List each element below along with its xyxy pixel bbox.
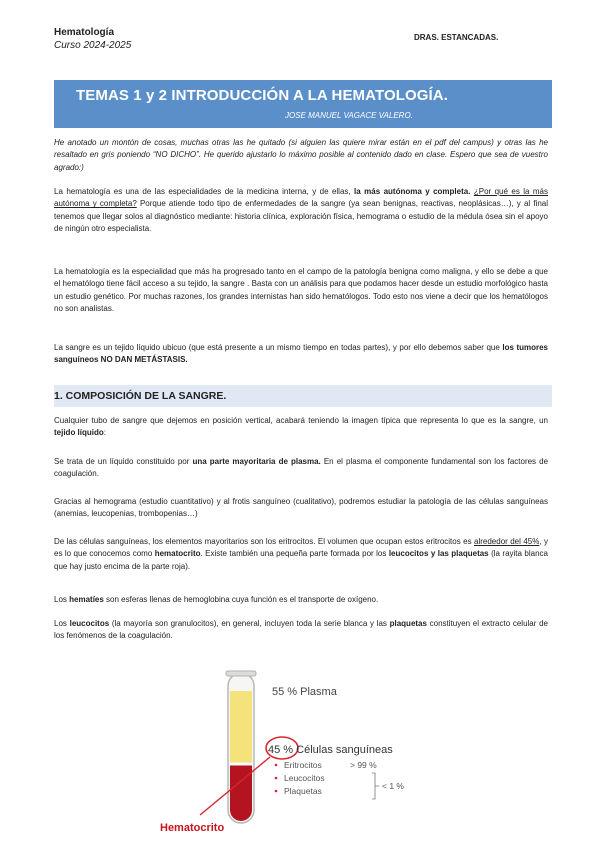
section-paragraph-3: Gracias al hemograma (estudio cuantitativo) y al frotis sanguíneo (cualitativo), podremos estudiar la patología de las células sanguíneas (anemias, leucopenias, trombopenias…) xyxy=(54,497,548,519)
s2-text: Se trata de un líquido constituido por xyxy=(54,457,193,466)
s4-text-3: . Existe también una pequeña parte formada por los xyxy=(200,549,389,559)
s1-text: Cualquier tubo de sangre que dejemos en posición vertical, acabará teniendo la imagen típica que representa lo que es la sangre, un xyxy=(54,416,548,425)
s5-bold: hematíes xyxy=(69,595,104,604)
s4-hematocrito: hematocrito xyxy=(154,549,201,559)
s1-bold: tejido líquido xyxy=(54,428,104,438)
p1-text: La hematología es una de las especialidades de la medicina interna, y de ellas, xyxy=(54,187,351,196)
eritrocitos-label: Eritrocitos xyxy=(284,760,322,770)
section-paragraph-2 xyxy=(54,456,548,481)
subject-name: Hematología xyxy=(54,27,115,38)
paragraph-1 xyxy=(54,186,548,235)
leucocitos-label: Leucocitos xyxy=(284,773,325,783)
authors-label: DRAS. ESTANCADAS. xyxy=(414,33,499,42)
intro-note: He anotado un montón de cosas, muchas otras las he quitado (si alguien las quiere mirar están en el pdf del campus) y otras las he resaltado en gris poniendo “NO DICHO”. He querido ajustarlo lo máximo posible al contenido dado en clase. Espero que sea de vuestro agrado:) xyxy=(54,138,548,172)
p1-question: ¿Por qué es la más autónoma y completa? xyxy=(54,187,548,209)
small-bracket xyxy=(372,773,379,799)
s6-text-2: (la mayoría son granulocitos), en general, incluyen toda la serie blanca y las xyxy=(109,619,390,628)
small-pct: < 1 % xyxy=(382,781,404,791)
s4-bold: leucocitos y las plaquetas xyxy=(388,549,489,559)
tube-plasma xyxy=(230,691,252,763)
cells-percentage: 45 % xyxy=(268,744,294,756)
s2-text-2: En el plasma el componente fundamental son los factores de coagulación. xyxy=(54,457,549,479)
section-paragraph-6 xyxy=(54,618,548,643)
course-header xyxy=(54,26,131,52)
hematocrit-figure xyxy=(160,665,460,845)
professor-name: JOSE MANUEL VAGACE VALERO. xyxy=(285,111,413,120)
p1-bold: la más autónoma y completa. xyxy=(350,187,471,196)
s4-text: De las células sanguíneas, los elementos mayoritarios son los eritrocitos. El volumen que ocupan estos eritrocitos es xyxy=(54,537,475,546)
page-title: TEMAS 1 y 2 INTRODUCCIÓN A LA HEMATOLOGÍA. xyxy=(76,87,448,104)
eritrocitos-pct: > 99 % xyxy=(350,760,377,770)
s4-text-4: (la rayita blanca que hay justo encima de la parte roja). xyxy=(54,549,548,571)
s2-bold: una parte mayoritaria de plasma. xyxy=(192,457,321,466)
section-paragraph-1 xyxy=(54,415,548,440)
bullet-leucocitos xyxy=(275,777,278,780)
section-paragraph-4 xyxy=(54,536,548,573)
plaquetas-label: Plaquetas xyxy=(284,786,322,796)
section-heading-bar xyxy=(54,385,552,407)
tube-buffy-coat xyxy=(230,763,252,766)
p1-answer: Porque atiende todo tipo de enfermedades de la sangre (ya sean benignas, reactivas, neoplásicas…), y al final tenemos que llegar solos al diagnóstico mediante: historia clínica, exploración física, hemograma o estudio de la médula ósea sin el apoyo de ningún otro especialista. xyxy=(54,199,549,233)
tube-rim xyxy=(226,671,256,676)
s4-underlined: alrededor del 45% xyxy=(474,537,540,546)
p3-bold: los tumores sanguíneos NO DAN METÁSTASIS. xyxy=(54,343,548,365)
paragraph-3 xyxy=(54,342,548,367)
s6-text: Los xyxy=(54,619,70,628)
course-year: Curso 2024-2025 xyxy=(54,40,132,51)
paragraph-2: La hematología es la especialidad que más ha progresado tanto en el campo de la patología benigna como maligna, y ello se debe a que el hematólogo tiene fácil acceso a su tejido, la sangre . Basta con un análisis para que podamos hacer desde un estudio morfológico hasta un estudio genético. Por muchas razones, los grandes internistas han sido hematólogos. Todo esto nos viene a decir que los hematólogos no son analistas. xyxy=(54,267,548,313)
section-heading: 1. COMPOSICIÓN DE LA SANGRE. xyxy=(54,390,227,402)
section-paragraph-5 xyxy=(54,594,548,606)
s5-text-2: son esferas llenas de hemoglobina cuya función es el transporte de oxígeno. xyxy=(103,595,379,604)
s6-text-3: constituyen el extracto celular de los fenómenos de la coagulación. xyxy=(54,619,549,641)
s1-colon: : xyxy=(103,428,107,438)
bullet-plaquetas xyxy=(275,790,278,793)
s5-text: Los xyxy=(54,595,70,604)
cells-text: Células sanguíneas xyxy=(293,744,393,756)
s6-bold-2: plaquetas xyxy=(389,619,427,628)
bullet-eritrocitos xyxy=(275,764,278,767)
s6-bold: leucocitos xyxy=(69,619,110,628)
cells-label xyxy=(268,744,393,756)
plasma-label: 55 % Plasma xyxy=(272,686,337,698)
s4-text-2: , y es lo que conocemos como xyxy=(54,537,549,559)
p3-text: La sangre es un tejido líquido ubicuo (que está presente a un mismo tiempo en todas partes), y por ello debemos saber que xyxy=(54,343,503,352)
hematocrito-caption: Hematocrito xyxy=(160,822,225,834)
title-banner xyxy=(54,80,552,128)
